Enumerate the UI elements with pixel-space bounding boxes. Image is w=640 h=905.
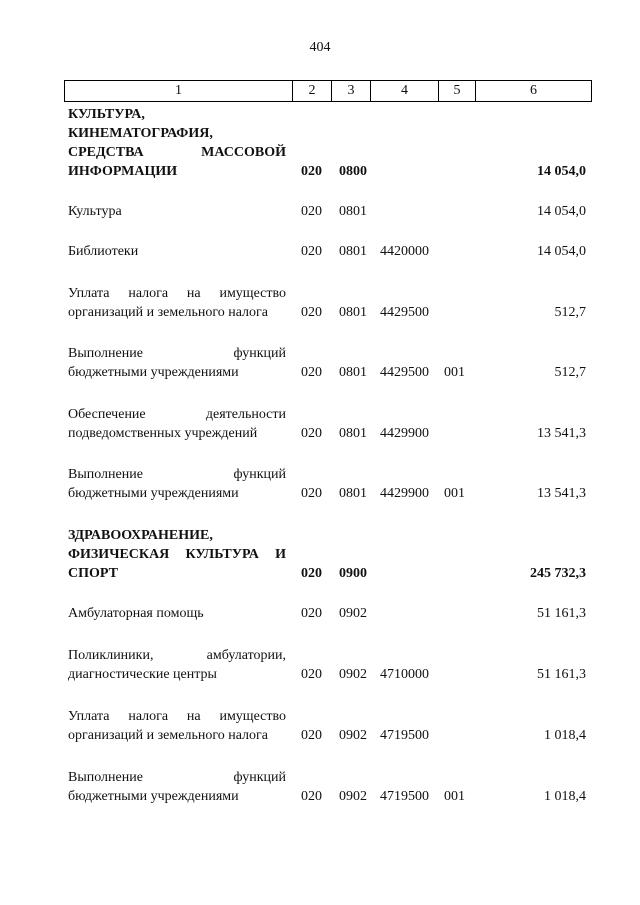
cell-c2: 020: [301, 728, 322, 743]
column-header-row: [64, 80, 592, 102]
row-name-line: Поликлиники, амбулатории,: [68, 648, 286, 663]
row-name: [68, 105, 286, 181]
row-name: [68, 284, 286, 322]
row-name-line: Библиотеки: [68, 244, 139, 259]
row-name: [68, 526, 286, 583]
cell-c3: 0902: [339, 728, 367, 743]
cell-c3: 0900: [339, 566, 367, 581]
row-name-line: СРЕДСТВА МАССОВОЙ: [68, 145, 286, 160]
cell-c2: 020: [301, 789, 322, 804]
cell-c2: 020: [301, 204, 322, 219]
cell-c3: 0902: [339, 789, 367, 804]
cell-c4: 4420000: [380, 244, 429, 259]
cell-c3: 0801: [339, 426, 367, 441]
table-row: [0, 707, 640, 745]
row-name-line: подведомственных учреждений: [68, 426, 258, 441]
table-row: [0, 526, 640, 583]
row-name-line: Выполнение функций: [68, 770, 286, 785]
row-name: [68, 202, 286, 221]
cell-c3: 0801: [339, 305, 367, 320]
cell-c2: 020: [301, 426, 322, 441]
row-name-line: ИНФОРМАЦИИ: [68, 164, 178, 179]
table-row: [0, 405, 640, 443]
page-number: 404: [309, 40, 331, 55]
cell-c2: 020: [301, 305, 322, 320]
row-name: [68, 242, 286, 261]
cell-c2: 020: [301, 667, 322, 682]
table-row: [0, 646, 640, 684]
cell-c2: 020: [301, 486, 322, 501]
cell-c5: 001: [444, 486, 465, 501]
cell-c2: 020: [301, 566, 322, 581]
row-name: [68, 604, 286, 623]
row-name: [68, 707, 286, 745]
row-name-line: СПОРТ: [68, 566, 118, 581]
cell-c6: 1 018,4: [544, 789, 586, 804]
cell-c6: 512,7: [554, 365, 586, 380]
cell-c3: 0801: [339, 204, 367, 219]
table-row: [0, 465, 640, 503]
cell-c6: 14 054,0: [537, 164, 586, 179]
cell-c6: 14 054,0: [537, 204, 586, 219]
cell-c2: 020: [301, 164, 322, 179]
column-header-5: 5: [439, 81, 476, 101]
cell-c3: 0801: [339, 365, 367, 380]
row-name-line: Уплата налога на имущество: [68, 286, 286, 301]
cell-c3: 0902: [339, 667, 367, 682]
table-row: [0, 344, 640, 382]
row-name-line: организаций и земельного налога: [68, 305, 268, 320]
cell-c2: 020: [301, 365, 322, 380]
cell-c6: 13 541,3: [537, 426, 586, 441]
row-name-line: Уплата налога на имущество: [68, 709, 286, 724]
column-header-6: 6: [530, 83, 537, 98]
table-row: [0, 768, 640, 806]
cell-c4: 4719500: [380, 728, 429, 743]
cell-c3: 0902: [339, 606, 367, 621]
cell-c6: 512,7: [554, 305, 586, 320]
row-name-line: КУЛЬТУРА,: [68, 107, 145, 122]
row-name: [68, 646, 286, 684]
cell-c4: 4429500: [380, 365, 429, 380]
cell-c6: 13 541,3: [537, 486, 586, 501]
row-name-line: организаций и земельного налога: [68, 728, 268, 743]
row-name-line: Выполнение функций: [68, 467, 286, 482]
row-name: [68, 344, 286, 382]
table-row: [0, 202, 640, 221]
row-name: [68, 405, 286, 443]
row-name-line: ЗДРАВООХРАНЕНИЕ,: [68, 528, 213, 543]
row-name-line: бюджетными учреждениями: [68, 365, 239, 380]
row-name: [68, 465, 286, 503]
cell-c3: 0801: [339, 486, 367, 501]
cell-c4: 4429500: [380, 305, 429, 320]
cell-c6: 51 161,3: [537, 606, 586, 621]
cell-c6: 1 018,4: [544, 728, 586, 743]
row-name-line: Обеспечение деятельности: [68, 407, 286, 422]
column-header-2: 2: [293, 81, 332, 101]
cell-c5: 001: [444, 365, 465, 380]
cell-c3: 0801: [339, 244, 367, 259]
table-row: [0, 105, 640, 181]
cell-c4: 4429900: [380, 426, 429, 441]
row-name-line: диагностические центры: [68, 667, 217, 682]
cell-c3: 0800: [339, 164, 367, 179]
cell-c6: 14 054,0: [537, 244, 586, 259]
cell-c2: 020: [301, 244, 322, 259]
table-row: [0, 242, 640, 261]
table-row: [0, 604, 640, 623]
cell-c4: 4719500: [380, 789, 429, 804]
row-name-line: КИНЕМАТОГРАФИЯ,: [68, 126, 213, 141]
row-name-line: бюджетными учреждениями: [68, 789, 239, 804]
cell-c6: 51 161,3: [537, 667, 586, 682]
cell-c5: 001: [444, 789, 465, 804]
row-name-line: ФИЗИЧЕСКАЯ КУЛЬТУРА И: [68, 547, 286, 562]
row-name-line: Амбулаторная помощь: [68, 606, 204, 621]
row-name-line: Культура: [68, 204, 122, 219]
column-header-4: 4: [371, 81, 439, 101]
row-name-line: Выполнение функций: [68, 346, 286, 361]
cell-c6: 245 732,3: [530, 566, 586, 581]
column-header-3: 3: [332, 81, 371, 101]
row-name-line: бюджетными учреждениями: [68, 486, 239, 501]
row-name: [68, 768, 286, 806]
table-row: [0, 284, 640, 322]
cell-c4: 4429900: [380, 486, 429, 501]
column-header-1: 1: [65, 81, 293, 101]
cell-c4: 4710000: [380, 667, 429, 682]
cell-c2: 020: [301, 606, 322, 621]
